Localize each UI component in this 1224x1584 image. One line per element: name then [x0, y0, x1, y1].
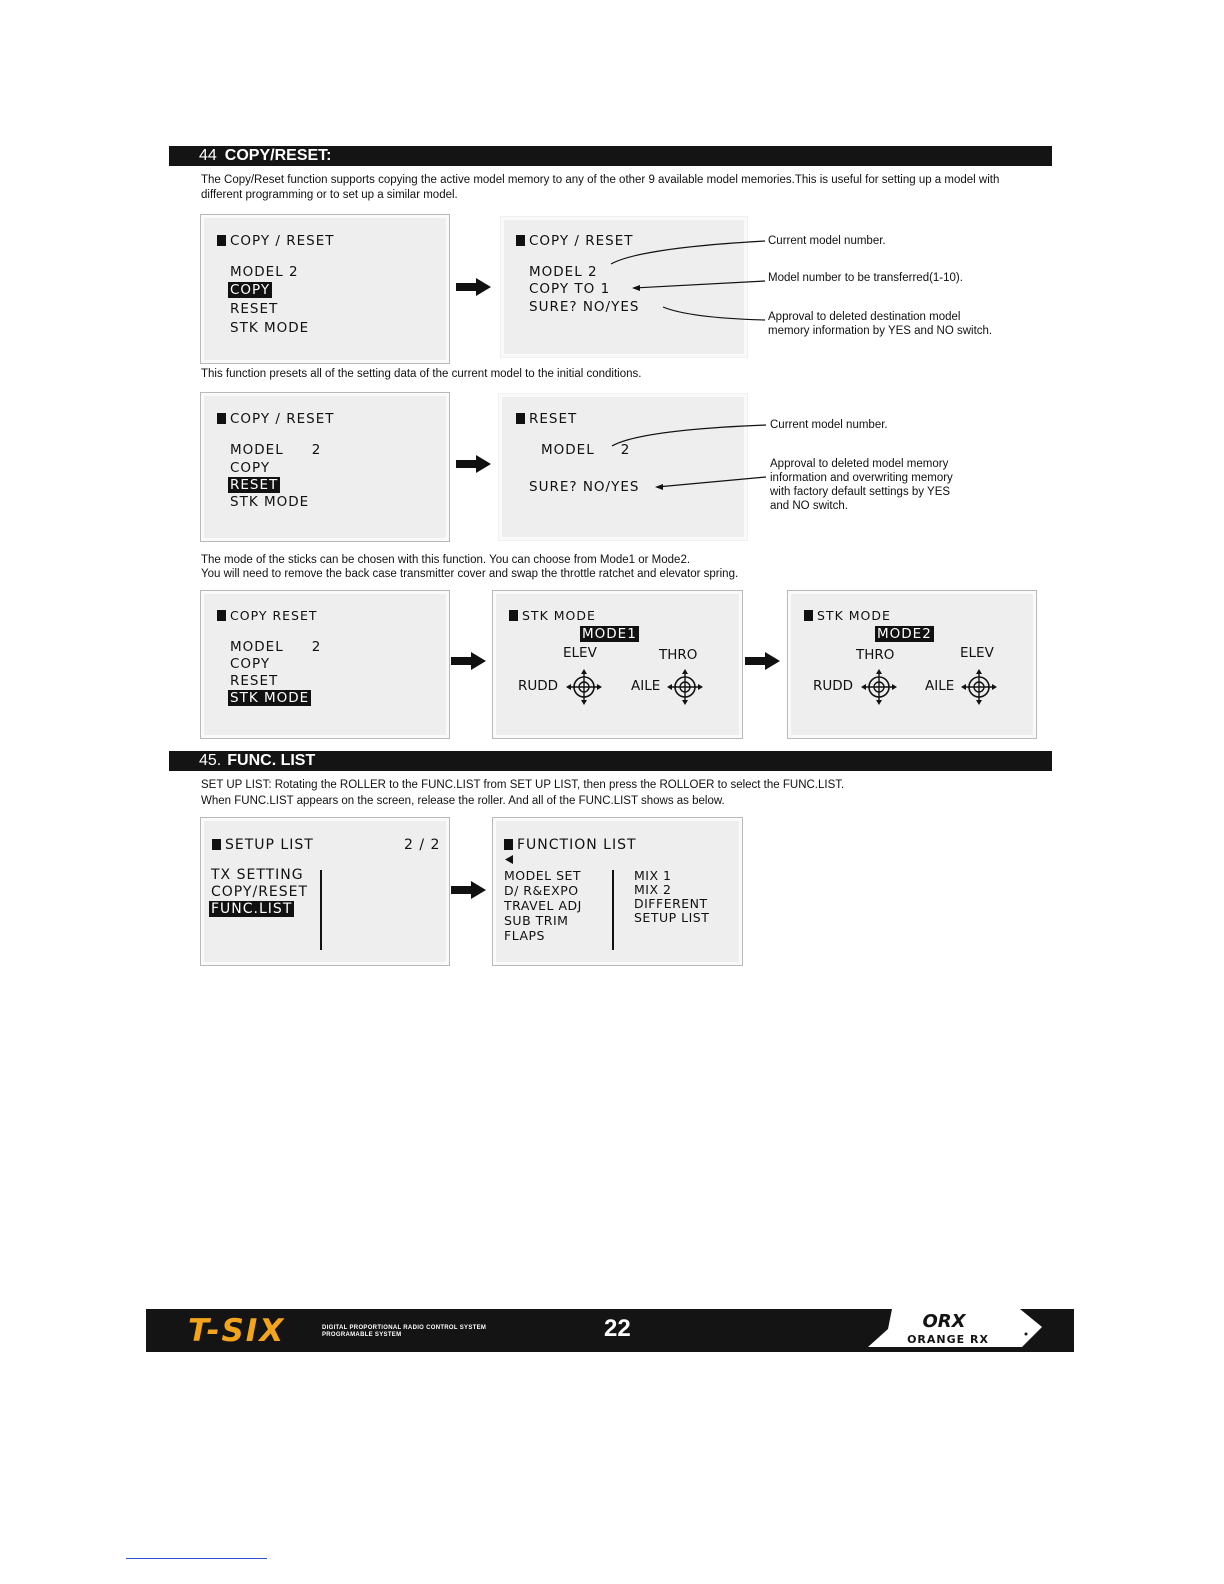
page-number: 22 [604, 1315, 631, 1342]
screen-title: FUNCTION LIST [504, 837, 637, 853]
func-sub-trim: SUB TRIM [504, 913, 569, 928]
stk-screen-main [200, 590, 450, 739]
func-mix-2: MIX 2 [634, 882, 672, 897]
menu-copy-selected: COPY [230, 282, 271, 298]
func-travel-adj: TRAVEL ADJ [504, 898, 582, 913]
note-approval-1: Approval to deleted destination model [768, 311, 961, 323]
note-reset-3: with factory default settings by YES [770, 486, 951, 498]
logo-text: ORANGE RX [907, 1333, 989, 1346]
menu-reset-selected: RESET [230, 477, 279, 493]
page-indicator: 2 / 2 [404, 837, 441, 853]
func-different: DIFFERENT [634, 896, 708, 911]
menu-stk-mode: STK MODE [230, 320, 310, 336]
menu-model: MODEL 2 [230, 639, 322, 655]
stk-mode2-screen [787, 590, 1037, 739]
stk-intro-1: The mode of the sticks can be chosen with this function. You can choose from Mode1 or Mode2. [201, 554, 691, 566]
note-reset-2: information and overwriting memory [770, 472, 953, 484]
setup-list-screen [200, 817, 450, 966]
menu-model: MODEL 2 [230, 264, 299, 280]
section-number: 44 [199, 147, 217, 164]
note-model-transferred: Model number to be transferred(1-10). [768, 272, 963, 284]
menu-copy-reset: COPY/RESET [211, 884, 309, 900]
function-list-screen [492, 817, 743, 966]
menu-func-list-selected: FUNC.LIST [211, 901, 293, 917]
back-arrow-icon [505, 855, 513, 864]
menu-tx-setting: TX SETTING [211, 867, 304, 883]
stick-label-top-right: THRO [659, 647, 698, 663]
stick-label-top-left: ELEV [563, 645, 597, 661]
menu-copy: COPY [230, 460, 271, 476]
menu-stk-mode-selected: STK MODE [230, 690, 310, 706]
right-arrow-icon [451, 881, 487, 899]
func-dr-expo: D/ R&EXPO [504, 883, 579, 898]
bottom-rule [126, 1558, 267, 1559]
screen-title: STK MODE [804, 608, 891, 623]
right-stick-crosshair-icon [961, 669, 997, 705]
stick-label-top-right: ELEV [960, 645, 994, 661]
screen-title: RESET [516, 411, 577, 427]
mode-value-selected: MODE1 [582, 626, 637, 642]
sure-line: SURE? NO/YES [529, 299, 640, 315]
menu-copy: COPY [230, 656, 271, 672]
note-reset-4: and NO switch. [770, 500, 848, 512]
sure-line: SURE? NO/YES [529, 479, 640, 495]
scroll-divider [320, 870, 322, 950]
menu-reset: RESET [230, 673, 279, 689]
section-number: 45. [199, 752, 222, 769]
footer-tagline-1: DIGITAL PROPORTIONAL RADIO CONTROL SYSTEM [322, 1325, 487, 1331]
model-line: MODEL 2 [541, 442, 631, 458]
func-mix-1: MIX 1 [634, 868, 672, 883]
func-setup-list: SETUP LIST [634, 910, 710, 925]
left-stick-crosshair-icon [566, 669, 602, 705]
menu-stk-mode: STK MODE [230, 494, 310, 510]
mode-value-selected: MODE2 [877, 626, 932, 642]
note-current-model: Current model number. [768, 235, 886, 247]
stk-mode1-screen [492, 590, 743, 739]
screen-title: COPY RESET [217, 608, 318, 623]
right-stick-crosshair-icon [667, 669, 703, 705]
reset-intro: This function presets all of the setting data of the current model to the initial conditions. [201, 368, 642, 380]
screen-title: SETUP LIST [212, 837, 314, 853]
brand-logo: T-SIX [188, 1313, 286, 1349]
orange-rx-logo [862, 1309, 1074, 1352]
column-divider [612, 870, 614, 950]
note-current-model: Current model number. [770, 419, 888, 431]
section-title: FUNC. LIST [227, 752, 316, 769]
screen-title: COPY / RESET [217, 233, 335, 249]
page-footer [146, 1309, 1074, 1352]
model-line: MODEL 2 [529, 264, 598, 280]
stick-label-bottom-right: AILE [631, 678, 661, 694]
left-stick-crosshair-icon [861, 669, 897, 705]
stick-label-bottom-right: AILE [925, 678, 955, 694]
menu-reset: RESET [230, 301, 279, 317]
stick-label-bottom-left: RUDD [518, 678, 559, 694]
copy-intro: The Copy/Reset function supports copying the active model memory to any of the other 9 available model memories.This is useful for setting up a model with different programming or to set up a similar model. [201, 174, 1000, 201]
logo-mark: ORX [922, 1311, 966, 1332]
func-list-line-1: SET UP LIST: Rotating the ROLLER to the FUNC.LIST from SET UP LIST, then press the ROLLOER to select the FUNC.LIST. [201, 779, 845, 791]
func-flaps: FLAPS [504, 928, 545, 943]
stick-label-bottom-left: RUDD [813, 678, 854, 694]
screen-title: COPY / RESET [217, 411, 335, 427]
copy-to-line: COPY TO 1 [529, 281, 611, 297]
note-approval-2: memory information by YES and NO switch. [768, 325, 993, 337]
screen-title: COPY / RESET [516, 233, 634, 249]
func-model-set: MODEL SET [504, 868, 582, 883]
right-arrow-icon [745, 652, 781, 670]
note-reset-1: Approval to deleted model memory [770, 458, 949, 470]
func-list-line-2: When FUNC.LIST appears on the screen, release the roller. And all of the FUNC.LIST shows as below. [201, 795, 725, 807]
section-45-header [169, 751, 1052, 771]
stk-intro-2: You will need to remove the back case transmitter cover and swap the throttle ratchet and elevator spring. [201, 568, 739, 580]
menu-model: MODEL 2 [230, 442, 322, 458]
footer-tagline-2: PROGRAMABLE SYSTEM [322, 1332, 402, 1338]
screen-title: STK MODE [509, 608, 596, 623]
section-title: COPY/RESET: [224, 147, 332, 164]
right-arrow-icon [451, 652, 487, 670]
stick-label-top-left: THRO [856, 647, 895, 663]
